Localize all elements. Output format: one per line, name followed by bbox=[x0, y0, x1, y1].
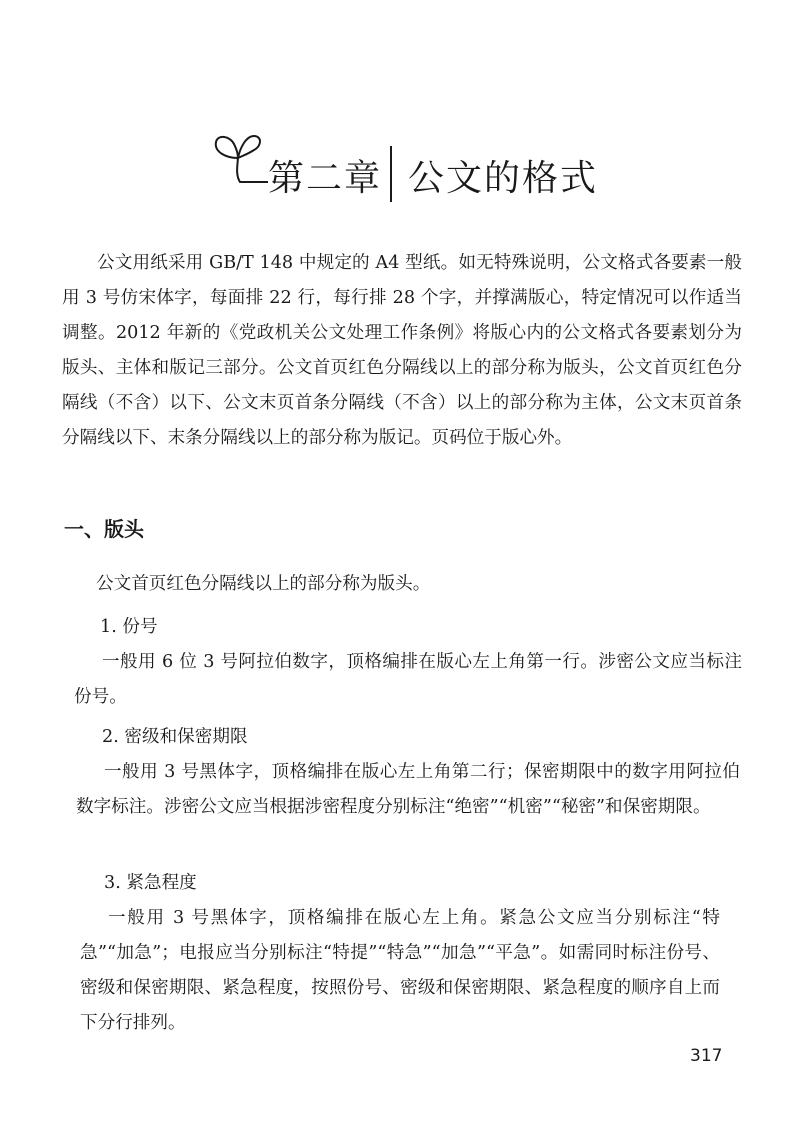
chapter-title: 公文的格式 bbox=[408, 158, 599, 199]
chapter-heading bbox=[0, 128, 800, 218]
page-number: 317 bbox=[690, 1046, 723, 1066]
intro-paragraph: 公文用纸采用 GB/T 148 中规定的 A4 型纸。如无特殊说明，公文格式各要素一般用 3 号仿宋体字，每面排 22 行，每行排 28 个字，并撑满版心，特定情况可以作适当调整。2012 年新的《党政机关公文处理工作条例》将版心内的公文格式各要素划分为版头、主体和版记三部分。公文首页红色分隔线以上的部分称为版头，公文首页红色分隔线（不含）以下、公文末页首条分隔线（不含）以上的部分称为主体，公文末页首条分隔线以下、末条分隔线以上的部分称为版记。页码位于版心外。 bbox=[62, 253, 742, 448]
item-text: 一般用 3 号黑体字，顶格编排在版心左上角第二行；保密期限中的数字用阿拉伯数字标注。涉密公文应当根据涉密程度分别标注“绝密”“机密”“秘密”和保密期限。 bbox=[76, 762, 740, 817]
item-label: 3. 紧急程度 bbox=[104, 873, 197, 893]
section-heading: 一、版头 bbox=[64, 517, 144, 541]
item-text: 一般用 3 号黑体字，顶格编排在版心左上角。紧急公文应当分别标注“特急”“加急”；电报应当分别标注“特提”“特急”“加急”“平急”。如需同时标注份号、密级和保密期限、紧急程度，按照份号、密级和保密期限、紧急程度的顺序自上而下分行排列。 bbox=[80, 908, 720, 1033]
chapter-number: 第二章 bbox=[268, 158, 383, 199]
item-label: 2. 密级和保密期限 bbox=[102, 727, 248, 747]
chapter-divider bbox=[390, 146, 392, 202]
item-text: 一般用 6 位 3 号阿拉伯数字，顶格编排在版心左上角第一行。涉密公文应当标注份号。 bbox=[74, 652, 742, 707]
section-lead: 公文首页红色分隔线以上的部分称为版头。 bbox=[96, 574, 431, 594]
item-label: 1. 份号 bbox=[100, 617, 158, 637]
